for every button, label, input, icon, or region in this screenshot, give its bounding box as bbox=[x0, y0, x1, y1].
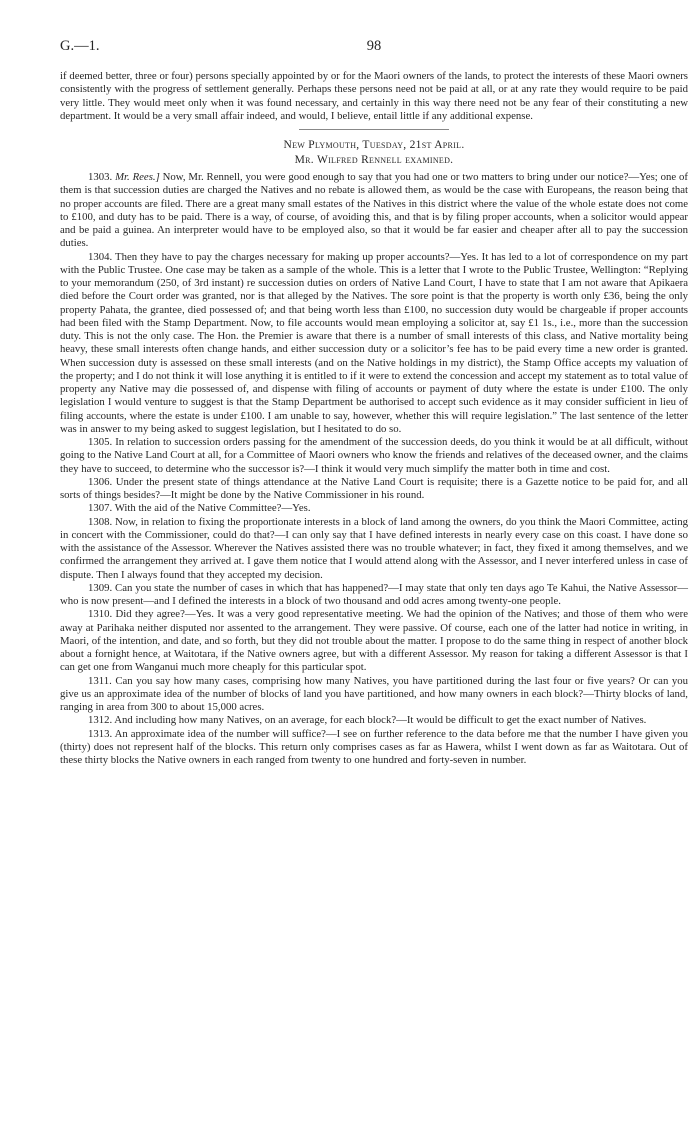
testimony-paragraph bbox=[60, 582, 688, 609]
paragraph-text: With the aid of the Native Committee?—Yes. bbox=[114, 502, 311, 515]
question-number: 1309. bbox=[88, 581, 113, 594]
paragraph-text: Under the present state of things attendance at the Native Land Court is requisite; there is a Gazette notice to be paid for, and all sorts of things besides?—It might be done by the Native Commissioner in his round. bbox=[60, 475, 688, 501]
page-number: 98 bbox=[366, 38, 382, 54]
dateline: New Plymouth, Tuesday, 21st April. bbox=[283, 139, 465, 151]
paragraph-text: Did they agree?—Yes. It was a very good representative meeting. We had the opinion of the Natives; and those of them who were away at Parihaka neither disputed nor assented to the arrangement. They were passive. Of course, each one of the latter had notice in writing, in Maori, of the intention, and date, and so forth, but they did not trouble about the matter. I propose to do the same thing in respect of another block about a fornight hence, at Waitotara, if the Native owners agree, but with a different Assessor. My reason for taking a different Assessor is that I can get one from Wanganui much more cheaply for this particular spot. bbox=[60, 608, 688, 674]
question-number: 1308. bbox=[88, 515, 113, 528]
testimony-paragraph bbox=[60, 608, 688, 674]
section-divider bbox=[299, 129, 449, 130]
paragraph-text: And including how many Natives, on an average, for each block?—It would be difficult to get the exact number of Natives. bbox=[114, 714, 647, 727]
testimony-paragraph bbox=[60, 476, 688, 503]
testimony-paragraph bbox=[60, 675, 688, 715]
question-number: 1313. bbox=[88, 727, 113, 740]
paragraph-text: An approximate idea of the number will suffice?—I see on further reference to the data before me that the number I have given you (thirty) does not represent half of the blocks. This return only comprises cases as far as Hawera, whilst I went down as far as Waitotara. Out of these thirty blocks the Native owners in each ranged from twenty to one hundred and forty-seven in number. bbox=[60, 727, 688, 766]
paragraph-text: Now, Mr. Rennell, you were good enough to say that you had one or two matters to bring under our notice?—Yes; one of them is that succession duties are charged the Natives and no rebate is allowed them, as would be the case with Europeans, the reason being that no proper accounts are filed. There are a great many small estates of the Natives in this district where the value of the whole estate does not come to £100, and duty has to be paid. There is a way, of course, of avoiding this, and that is by filing proper accounts, when a solicitor would appear and be paid a guinea. An interpreter would have to be employed also, so that it would be far easier and cheaper after all to pay the succession duties. bbox=[60, 171, 688, 250]
testimony-paragraph bbox=[60, 436, 688, 476]
testimony-paragraph bbox=[60, 251, 688, 437]
testimony bbox=[60, 171, 688, 767]
question-number: 1307. bbox=[88, 502, 113, 515]
question-number: 1311. bbox=[88, 674, 112, 687]
paragraph-text: Can you state the number of cases in which that has happened?—I may state that only ten days ago Te Kahui, the Native Assessor—who is now present—and I defined the interests in a block of two thousand and odd acres among twenty-one people. bbox=[60, 581, 688, 607]
document-page bbox=[60, 38, 688, 767]
testimony-paragraph bbox=[60, 171, 688, 251]
document-code: G.—1. bbox=[60, 38, 100, 54]
paragraph-text: Can you say how many cases, comprising how many Natives, you have partitioned during the last four or five years? Or can you give us an approximate idea of the number of blocks of land you have partitioned, and how many owners in each block?—Thirty blocks of land, ranging in area from 300 to about 15,000 acres. bbox=[60, 674, 689, 713]
question-number: 1312. bbox=[88, 714, 113, 727]
question-number: 1304. bbox=[88, 250, 113, 263]
question-number: 1306. bbox=[88, 475, 113, 488]
intro-paragraph: if deemed better, three or four) persons specially appointed by or for the Maori owners of the lands, to protect the interests of these Maori owners consistently with the progress of settlement generally. Perhaps these persons need not be paid at all, or at any rate they would require to be paid very little. They would meet only when it was found necessary, and certainly in this way there need not be any fear of their constituting a new department. It would be a very small affair indeed, and would, I believe, entail little if any additional expense. bbox=[60, 70, 688, 122]
testimony-paragraph bbox=[60, 728, 688, 768]
testimony-paragraph bbox=[60, 714, 688, 727]
paragraph-text: In relation to succession orders passing for the amendment of the succession deeds, do you think it would be at all difficult, without going to the Native Land Court at all, for a Committee of Maori owners who know the friends and relatives of the deceased owner, and the claims they have to succeed, to determine who the successor is?—I think it would very much simplify the matter both in time and cost. bbox=[60, 436, 689, 475]
page-header bbox=[60, 38, 688, 70]
question-number: 1305. bbox=[88, 436, 113, 448]
paragraph-text: Then they have to pay the charges necessary for making up proper accounts?—Yes. It has led to a lot of correspondence on my part with the Public Trustee. One case may be taken as a sample of the whole. This is a letter that I wrote to the Public Trustee, Wellington: “Replying to your memorandum (250, of 3rd instant) re succession duties on orders of Native Land Court, I have to state that I am not aware that Apikaera died before the Court order was granted, nor is that alleged by the Natives. The sore point is that the property is worth only £36, being the only property Pahata, the grantee, died possessed of; and that being worth less than £100, no succession duty would be chargeable if proper accounts had been filed with the Stamp Department. Now, to file accounts would mean employing a solicitor at, say £1 1s., i.e., more than the succession duty. This is not the only case. The Hon. the Premier is aware that there is a number of small interests of this class, and Native mortality being heavy, these small interests often change hands, and either succession duty or a solicitor’s fee has to be paid every time a new order is granted. When succession duty is assessed on these small interests (and on the Native holdings in my district), the Stamp Office accepts my valuation of the property; and I do not think it will lose anything it is entitled to if it were to extend the concession and accept my statement as to total value of property any Native may die possessed of, and dispense with filing of accounts or payment of duty where the estate is under £100. The only legislation I would venture to suggest is that the Stamp Department be authorised to accept such evidence as it may consider sufficient in lieu of filing accounts, where the estate is under £100. I am unable to say, however, whether this will require legislation.” The last sentence of the letter was in answer to my being asked to suggest legislation, but I hesitated to do so. bbox=[60, 250, 688, 435]
testimony-paragraph bbox=[60, 516, 688, 582]
testimony-paragraph bbox=[60, 502, 688, 515]
paragraph-text: Now, in relation to fixing the proportionate interests in a block of land among the owners, do you think the Maori Committee, acting in concert with the Commissioner, could do that?—I can only say that I have defined interests in nearly every case on this coast. I have done so with the assistance of the Assessor. Wherever the Natives assisted there was no trouble whatever; in fact, they fixed it among themselves, and we confirmed the arrangement they arrived at. I gave them notice that I would attend along with the Assessor, and I never interfered unless in case of dispute. Then I always found that they accepted my decision. bbox=[60, 515, 688, 581]
speaker: Mr. Rees.] bbox=[115, 171, 160, 183]
witness-heading: Mr. Wilfred Rennell examined. bbox=[294, 154, 454, 166]
question-number: 1310. bbox=[88, 608, 113, 621]
question-number: 1303. bbox=[88, 171, 113, 183]
